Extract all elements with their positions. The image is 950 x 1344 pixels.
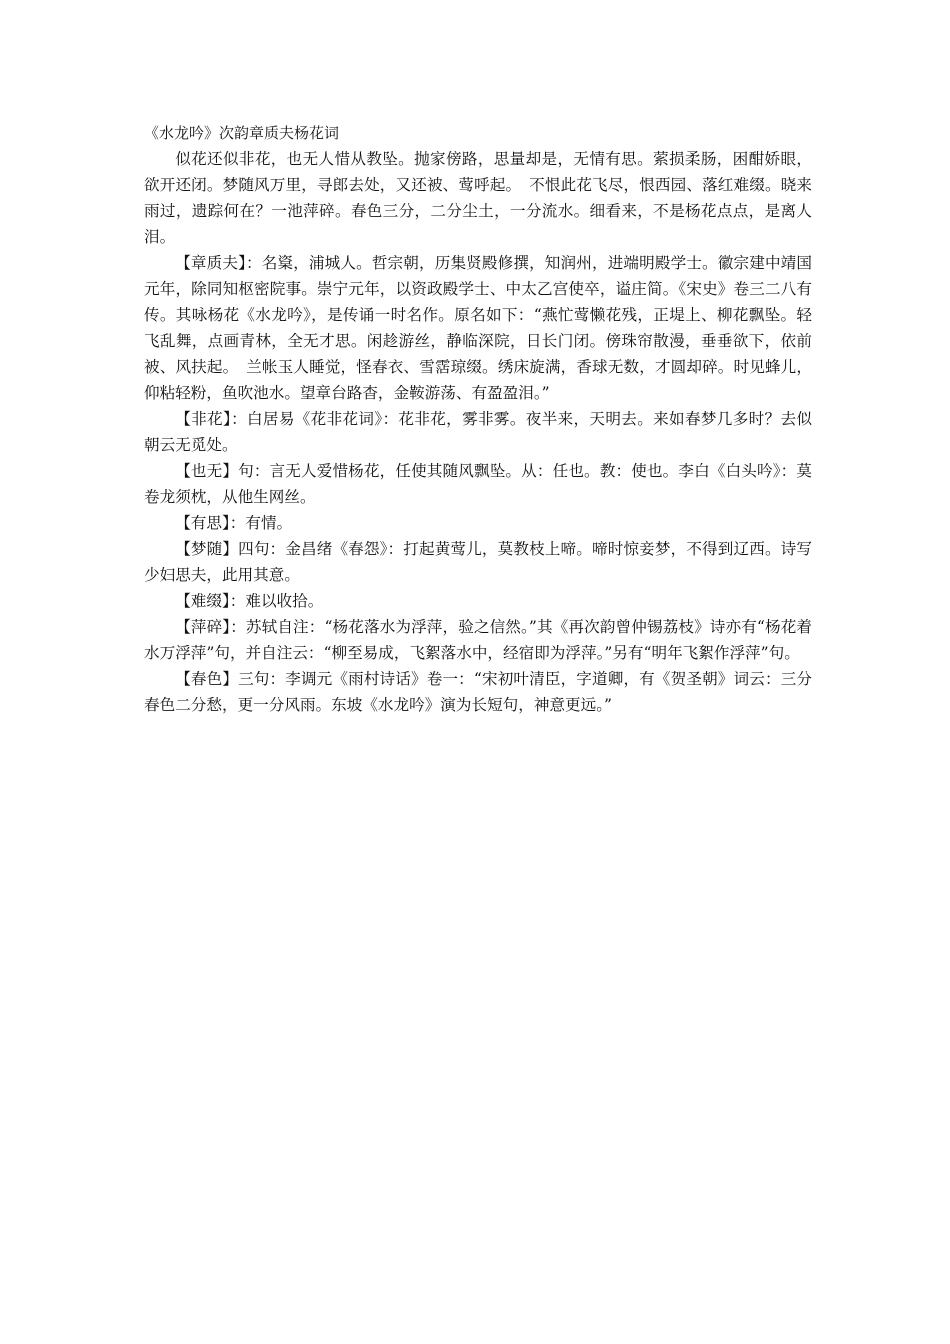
note-meng-sui: 【梦随】四句：金昌绪《春怨》：打起黄莺儿，莫教枝上啼。啼时惊妾梦，不得到辽西。诗写少妇思夫，此用其意。 (144, 540, 812, 584)
note-fei-hua: 【非花】：白居易《花非花词》：花非花，雾非雾。夜半来，天明去。来如春梦几多时？去似朝云无觅处。 (144, 410, 812, 454)
note-ye-wu: 【也无】句：言无人爱惜杨花，任使其随风飘坠。从：任也。教：使也。李白《白头吟》：莫卷龙须枕，从他生网丝。 (144, 462, 812, 506)
note-chun-se: 【春色】三句：李调元《雨村诗话》卷一：“宋初叶清臣，字道卿，有《贺圣朝》词云：三分春色二分愁，更一分风雨。东坡《水龙吟》演为长短句，神意更远。” (144, 670, 812, 714)
note-nan-zhui: 【难缀】：难以收拾。 (175, 592, 324, 610)
document-title: 《水龙吟》次韵章质夫杨花词 (144, 124, 340, 142)
document-page (144, 120, 812, 718)
note-you-si: 【有思】：有情。 (175, 514, 293, 532)
note-zhang-zhifu: 【章质夫】：名楶，浦城人。哲宗朝，历集贤殿修撰，知润州，进端明殿学士。徽宗建中靖国元年，除同知枢密院事。崇宁元年，以资政殿学士、中太乙宫使卒，谥庄简。《宋史》卷三二八有传。其咏杨花《水龙吟》，是传诵一时名作。原名如下：“燕忙莺懒花残，正堤上、柳花飘坠。轻飞乱舞，点画青林，全无才思。闲趁游丝，静临深院，日长门闭。傍珠帘散漫，垂垂欲下，依前被、风扶起。 兰帐玉人睡觉，怪春衣、雪霑琼缀。绣床旋满，香球无数，才圆却碎。时见蜂儿，仰粘轻粉，鱼吹池水。望章台路杳，金鞍游荡、有盈盈泪。” (144, 254, 812, 402)
poem-text: 似花还似非花，也无人惜从教坠。抛家傍路，思量却是，无情有思。萦损柔肠，困酣娇眼，欲开还闭。梦随风万里，寻郎去处，又还被、莺呼起。 不恨此花飞尽，恨西园、落红难缀。晓来雨过，遗踪何在？一池萍碎。春色三分，二分尘土，一分流水。细看来，不是杨花点点，是离人泪。 (144, 150, 812, 246)
note-ping-sui: 【萍碎】：苏轼自注：“杨花落水为浮萍，验之信然。”其《再次韵曾仲锡荔枝》诗亦有“杨花着水万浮萍”句，并自注云：“柳至易成，飞絮落水中，经宿即为浮萍。”另有“明年飞絮作浮萍”句。 (144, 618, 812, 662)
